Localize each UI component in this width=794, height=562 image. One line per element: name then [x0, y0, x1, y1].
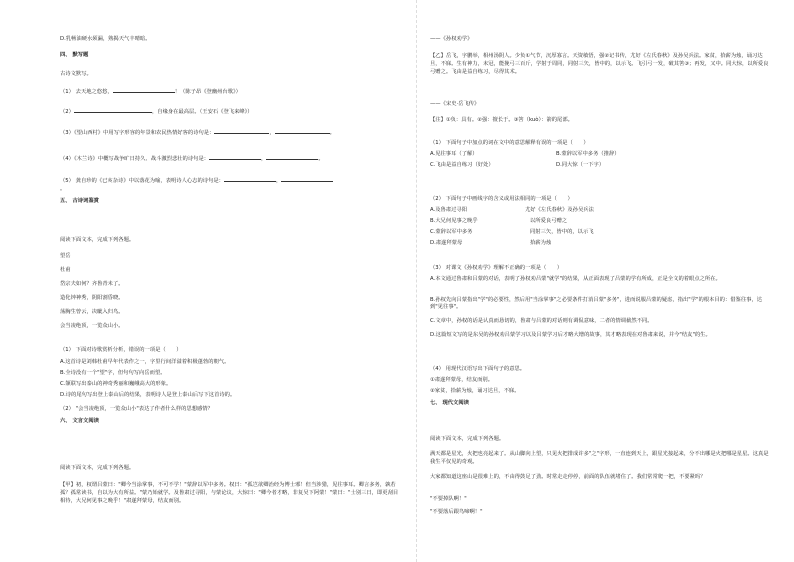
- section-6-title: 六、 文言文阅读: [60, 418, 99, 424]
- passage-yi: 【乙】岳飞，字鹏举，相州汤阴人。少负①气节，沉厚寡言。天资敏悟，强②记书传，尤好《左氏春秋》及孙吴兵法。家贫，拾薪为烛，诵习达旦，不寐。生有神力，未冠，能挽弓三百斤，学射于周同，同射三矢，皆中的，以示飞。飞引弓一发，破其筈③；再发，又中。同大惊，以所爱良弓赠之。飞由是益自练习，尽得其术。: [430, 53, 769, 76]
- blank-5b[interactable]: [281, 176, 333, 182]
- modern-paragraph-1: 满天都是星光，火把也亮起来了。从山脚向上望，只见火把排成许多"之"字形，一直连到天上，跟星光接起来，分不出哪是火把哪是星星。这真是我生平仅见的奇观。: [430, 451, 769, 466]
- fill-3-text: （3）《望山西村》中用写字形容的年景和农民热情好客的诗句是：: [60, 130, 215, 136]
- question-4: （4） 用现代汉语写出下面句子的意思。: [430, 366, 526, 372]
- option-a[interactable]: A.本文通过鲁肃和吕蒙的对话，表明了孙权劝吕蒙"就学"的结果，从正面表现了吕蒙的学有所成，正是全文的着眼点之所在。: [430, 276, 721, 282]
- passage-jia: 【甲】初，权谓吕蒙曰："卿今当涂掌事，不可不学！"蒙辞以军中多务。权曰："孤岂欲卿治经为博士邪！但当涉猎，见往事耳。卿言多务，孰若孤？孤常读书，自以为大有所益。"蒙乃始就学。及鲁肃过寻阳，与蒙论议，大惊曰："卿今者才略，非复吴下阿蒙！"蒙曰："士别三日，即更刮目相待，大兄何见事之晚乎！"肃遂拜蒙母，结友而别。: [60, 482, 399, 505]
- option-b-left[interactable]: B.大兄何见事之晚乎: [430, 218, 478, 224]
- translate-item-2: ②家贫，拾薪为烛，诵习达旦，不寐。: [430, 388, 520, 394]
- dialogue-line: "不要掉队啊！": [430, 496, 467, 502]
- option-a-left[interactable]: A.及鲁肃过寻阳: [430, 207, 467, 213]
- section-6-intro: 阅读下面文本，完成下列各题。: [60, 465, 135, 471]
- option-d[interactable]: D.这篇短文写的是东吴的孙权劝吕蒙学习以及吕蒙学习后才略大增的故事，其才略表现在对鲁肃来说，并今"结友"的生。: [430, 332, 711, 338]
- section-7-title: 七、 现代文阅读: [430, 400, 469, 406]
- source-citation-1: ——《孙权劝学》: [430, 36, 473, 42]
- translate-item-1: ①肃遂拜蒙母，结友而别。: [430, 377, 494, 383]
- poem-line: 会当凌绝顶，一览众山小。: [60, 323, 124, 329]
- option-c-right: 同射三矢，皆中的，以示飞: [530, 229, 594, 235]
- dialogue-line: "不要落后跟鸟啼啊！": [430, 509, 483, 515]
- blank-4b[interactable]: [266, 154, 318, 160]
- modern-paragraph-2: 大家都知道这座山是很难上的，不由得鼓足了劲。时常走走停停，前面的队伍就堵住了。我们常常爬一把，不要紧吗？: [430, 474, 706, 480]
- poem-line: 岱宗夫如何？齐鲁青未了。: [60, 281, 124, 287]
- column-divider: [416, 0, 417, 562]
- poem-line: 荡胸生曾云，决眦入归鸟。: [60, 309, 124, 315]
- poem-author: 杜甫: [60, 267, 71, 273]
- option-b[interactable]: B.蒙辞以军中多务（推辞）: [556, 151, 620, 157]
- poem-title: 望岳: [60, 253, 71, 259]
- poem-question-2: （2） "会当凌绝顶，一览众山小"表达了作者什么样的思想感情？: [60, 406, 213, 412]
- fill-5-text: （5） 龚自珍的《已亥杂诗》中以落花为喻，表明诗人心志的诗句是：: [60, 178, 224, 184]
- question-3: （3） 对课文《孙权劝学》理解不正确的一项是（ ）: [430, 265, 563, 271]
- option-d-left[interactable]: D.肃遂拜蒙母: [430, 240, 463, 246]
- fill-2-text: （2）: [60, 109, 74, 115]
- section-4-title: 四、 默写题: [60, 52, 89, 58]
- fill-item-5-end: 。: [60, 186, 66, 192]
- blank-3a[interactable]: [214, 128, 269, 134]
- question-2: （2） 下面句子中画线字的含义或用法相同的一项是（ ）: [430, 196, 573, 202]
- poem-line: 造化钟神秀，阴阳割昏晓。: [60, 295, 124, 301]
- blank-2[interactable]: [74, 107, 152, 113]
- fill-item-4: （4）《木兰诗》中概写战争旷日持久、战斗激烈悲壮的诗句是： ， 。: [60, 156, 324, 162]
- option-d-carryover: D.乳畅油硬水须漏，熟揭天气丰晴暗。: [60, 36, 151, 42]
- option-b[interactable]: B.全诗没有一个"望"字，但句句写向岳而望。: [60, 370, 166, 376]
- section-5-title: 五、 古诗词鉴赏: [60, 198, 99, 204]
- fill-item-3: （3）《望山西村》中用写字形容的年景和农民热情好客的诗句是： ， 。: [60, 130, 335, 136]
- blank-1[interactable]: [113, 87, 175, 93]
- source-citation-2: ——《宋史·岳飞传》: [430, 101, 480, 107]
- blank-5a[interactable]: [224, 176, 276, 182]
- blank-4a[interactable]: [209, 154, 261, 160]
- annotation-notes: 【注】①负：具有。②强：擅长于。③筈（kuò）：箭的尾部。: [430, 117, 573, 123]
- fill-1-text: （1） 去天地之悠悠，: [60, 89, 113, 95]
- option-a[interactable]: A.见往事耳（了解）: [430, 151, 478, 157]
- option-a-right: 尤好《左氏春秋》及孙吴兵法: [525, 207, 594, 213]
- option-c[interactable]: C.飞由是益自练习（好处）: [430, 162, 494, 168]
- option-d-right: 拾薪为烛: [530, 240, 552, 246]
- blank-3b[interactable]: [275, 128, 330, 134]
- option-d[interactable]: D.诗的尾句写出登上泰山后的结果，表明诗人是登上泰山后写下这首诗的。: [60, 392, 236, 398]
- option-b[interactable]: B.孙权先向吕蒙指出"学"的必要性，然后用"当涂掌事"之必要条件打消吕蒙"多务"，进而说服吕蒙的疑虑，指出"学"的根本目的：借鉴往事，达到"见往事"。: [430, 297, 763, 311]
- option-b-right: 以所爱良弓赠之: [530, 218, 568, 224]
- option-d[interactable]: D.同大惊（一下字）: [556, 162, 605, 168]
- section-7-intro: 阅读下面文本，完成下列各题。: [430, 436, 505, 442]
- poem-question-1: （1） 下面对诗歌赏析分析，错误的一项是（ ）: [60, 347, 182, 353]
- fill-item-2: [60, 107, 253, 116]
- fill-item-1: [60, 87, 241, 96]
- option-c[interactable]: C.文章中，孙权的话是认真而恳切的，鲁肃与吕蒙的对话则有调侃意味，二者的情调截然不同。: [430, 318, 653, 324]
- option-a[interactable]: A.这首诗是刘韩杜甫早年代表作之一，字里行间洋溢着积极蓬勃的朝气。: [60, 359, 230, 365]
- option-c[interactable]: C.颔联写出泰山的神奇秀丽和巍峨高大的形象。: [60, 381, 172, 387]
- question-1: （1） 下面句子中加点的词在文中的意思解释有误的一项是（ ）: [430, 140, 589, 146]
- section-5-intro: 阅读下面文本，完成下列各题。: [60, 237, 135, 243]
- section-4-intro: 古诗文默写。: [60, 71, 92, 77]
- fill-2-end: ，自缘身在最高层。（王安石《登飞来峰》）: [151, 109, 253, 115]
- fill-1-end: ！（陈子昂《登幽州台歌》）: [174, 89, 241, 95]
- option-c-left[interactable]: C.蒙辞以军中多务: [430, 229, 473, 235]
- fill-4-text: （4）《木兰诗》中概写战争旷日持久、战斗激烈悲壮的诗句是：: [60, 156, 210, 162]
- fill-item-5: （5） 龚自珍的《已亥杂诗》中以落花为喻，表明诗人心志的诗句是： ，: [60, 176, 333, 185]
